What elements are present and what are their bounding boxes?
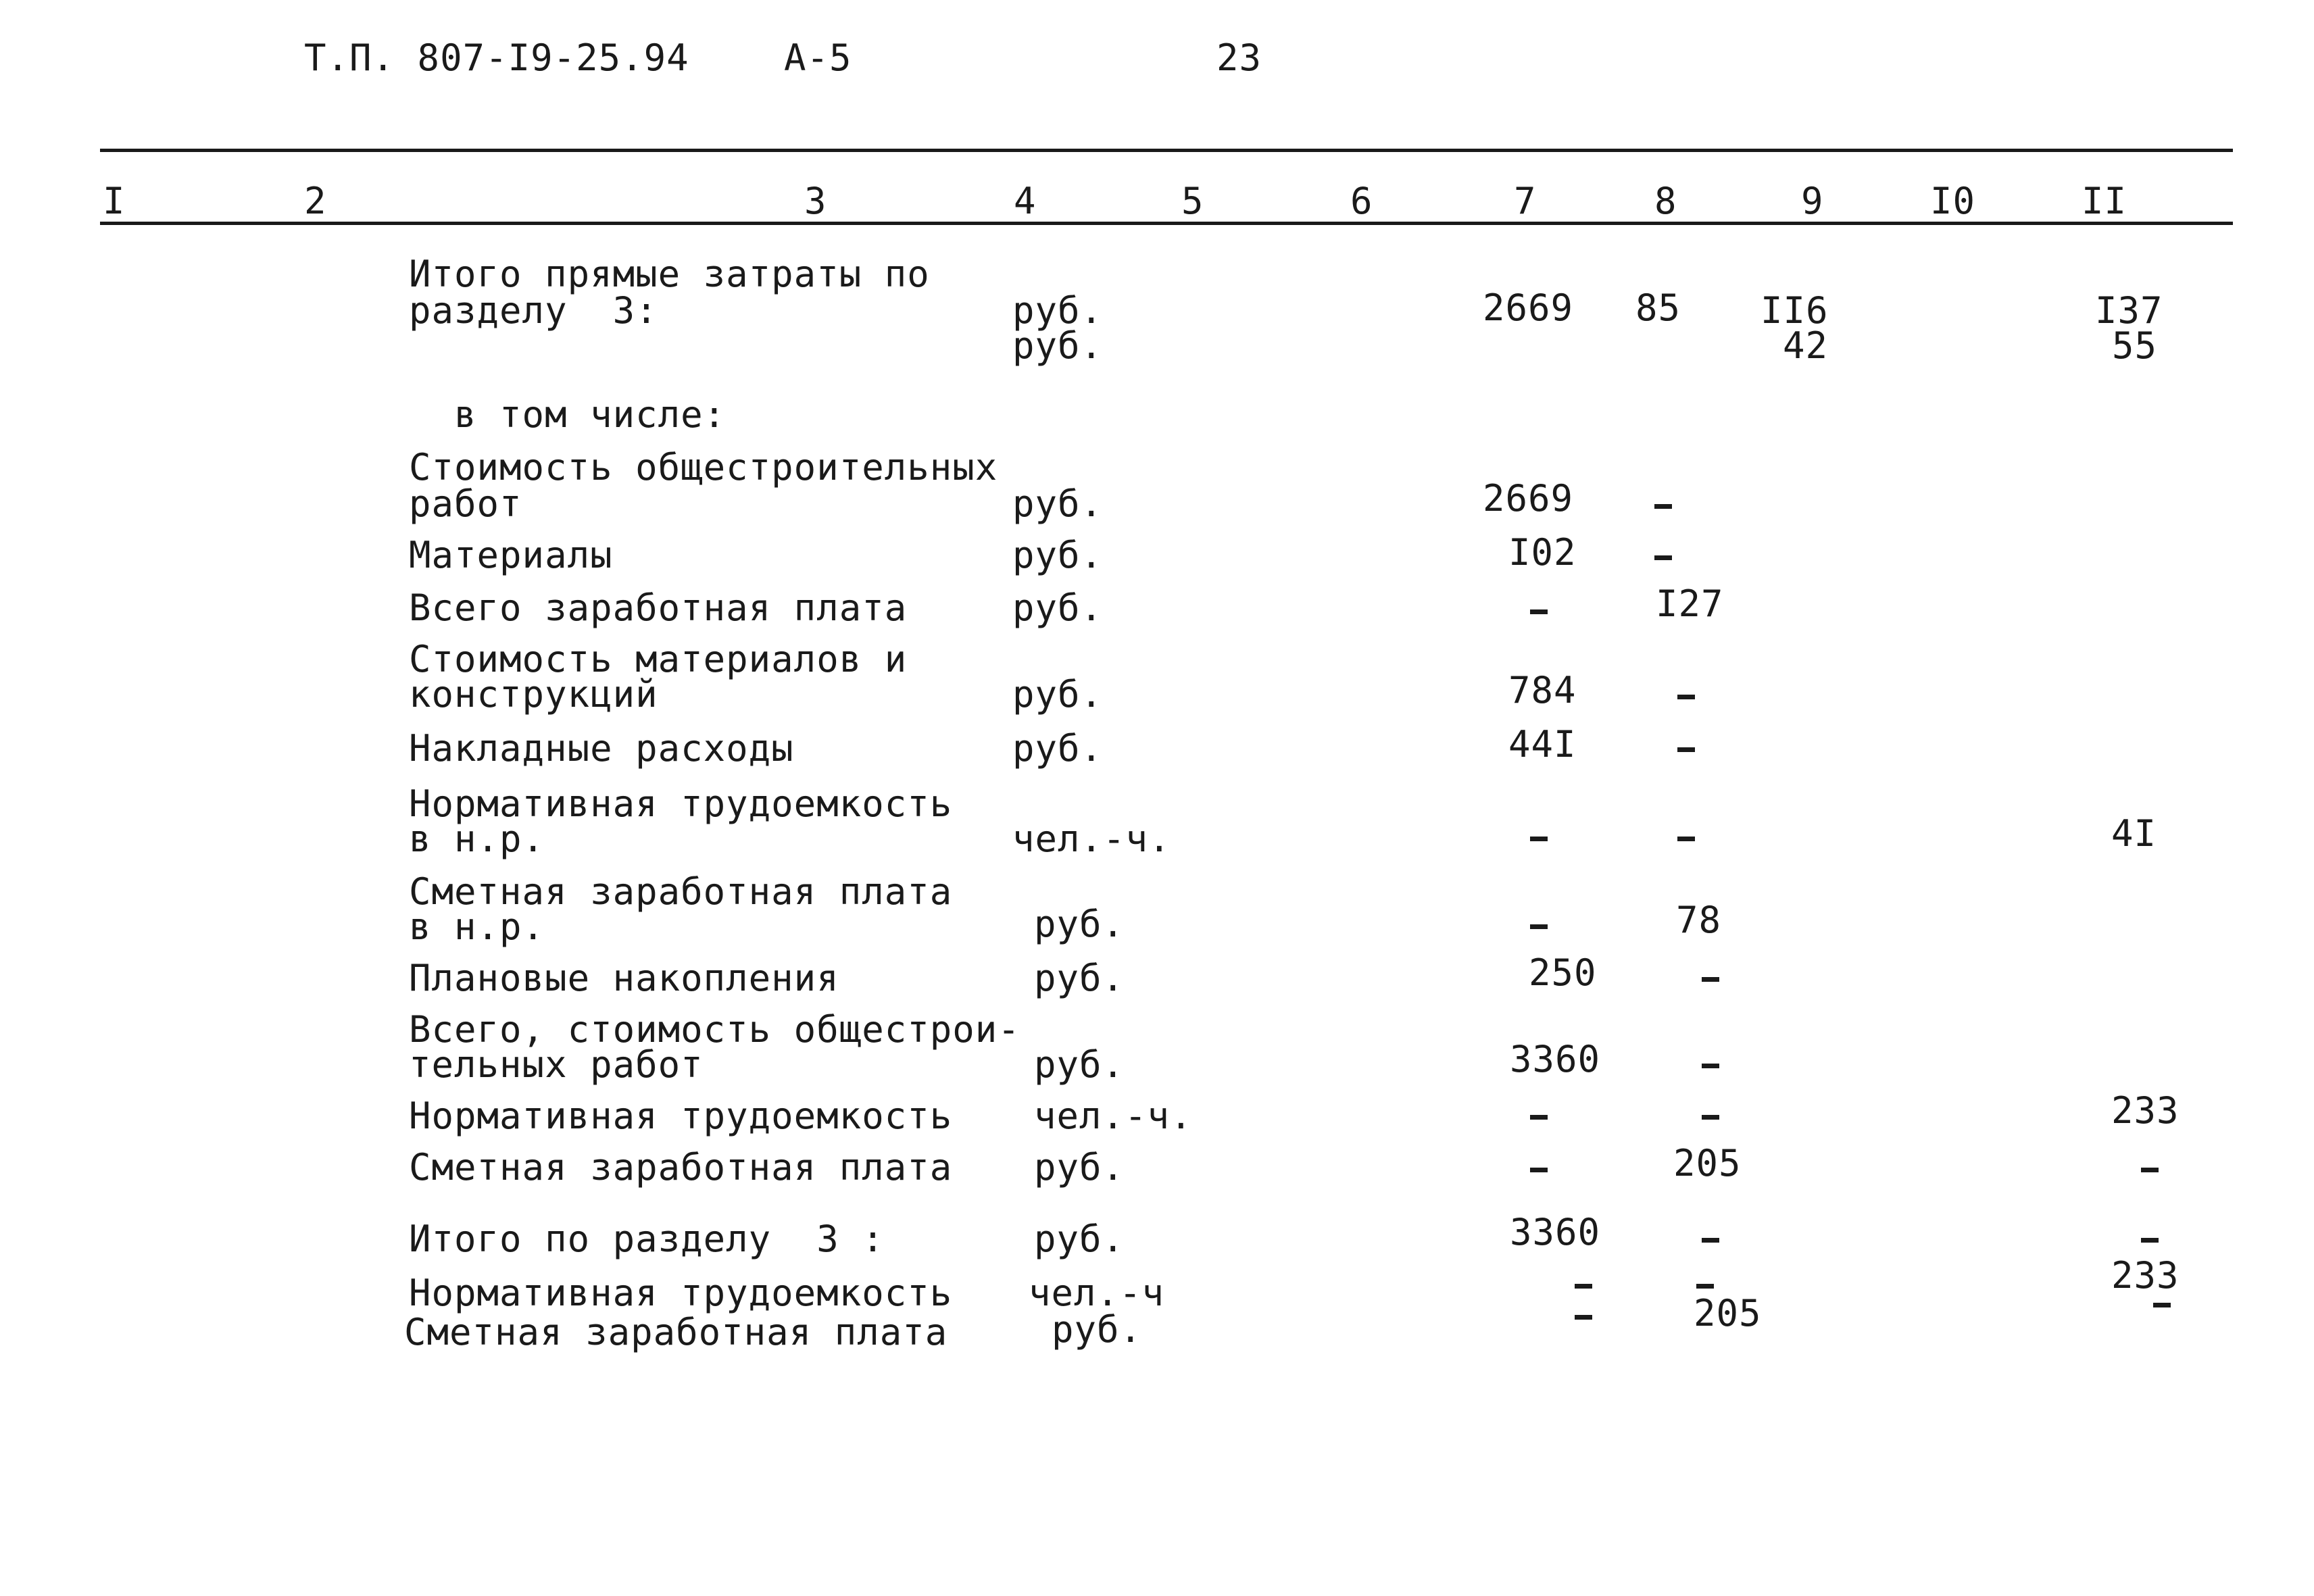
row-label: Итого по разделу 3 : bbox=[409, 1218, 885, 1260]
dash-mark bbox=[1575, 1284, 1592, 1289]
unit: руб. bbox=[1012, 673, 1104, 716]
value-col8: I27 bbox=[1656, 582, 1724, 625]
row-label: Плановые накопления bbox=[409, 957, 839, 999]
value-col11: I37 bbox=[2095, 289, 2163, 332]
column-number-8: 8 bbox=[1654, 180, 1677, 222]
column-number-1: I bbox=[103, 180, 126, 222]
row-label: Всего, стоимость общестрои- bbox=[409, 1008, 1020, 1051]
dash-mark bbox=[1677, 837, 1695, 841]
value-col7: 3360 bbox=[1510, 1038, 1601, 1080]
unit: руб. bbox=[1012, 324, 1104, 367]
dash-mark bbox=[1702, 1064, 1719, 1068]
column-number-10: I0 bbox=[1930, 180, 1976, 222]
dash-mark bbox=[2153, 1303, 2171, 1307]
row-label: в н.р. bbox=[409, 818, 545, 860]
row-label: Сметная заработная плата bbox=[409, 1146, 953, 1189]
dash-mark bbox=[1677, 747, 1695, 752]
unit: руб. bbox=[1012, 289, 1104, 332]
column-number-6: 6 bbox=[1350, 180, 1373, 222]
row-label: Нормативная трудоемкость bbox=[409, 1095, 953, 1137]
value-col8: 205 bbox=[1694, 1292, 1762, 1335]
dash-mark bbox=[2141, 1238, 2159, 1243]
value-col7: 2669 bbox=[1483, 286, 1574, 329]
row-label: Накладные расходы bbox=[409, 727, 794, 770]
unit: руб. bbox=[1052, 1308, 1143, 1351]
row-label: Итого прямые затраты по bbox=[409, 253, 930, 295]
column-number-4: 4 bbox=[1014, 180, 1037, 222]
dash-mark bbox=[1702, 1115, 1719, 1120]
unit: руб. bbox=[1012, 534, 1104, 576]
unit: руб. bbox=[1012, 727, 1104, 770]
value-col8: 205 bbox=[1673, 1142, 1742, 1184]
unit: руб. bbox=[1034, 957, 1125, 999]
row-label: Всего заработная плата bbox=[409, 587, 908, 629]
dash-mark bbox=[1530, 924, 1548, 929]
dash-mark bbox=[1530, 837, 1548, 841]
value-col11: 55 bbox=[2112, 324, 2158, 367]
album-label: А-5 bbox=[784, 36, 852, 79]
column-number-7: 7 bbox=[1514, 180, 1537, 222]
column-number-5: 5 bbox=[1181, 180, 1204, 222]
column-number-3: 3 bbox=[804, 180, 827, 222]
dash-mark bbox=[1654, 504, 1672, 509]
row-label: Стоимость общестроительных bbox=[409, 446, 998, 489]
value-col7: 784 bbox=[1508, 669, 1577, 712]
document-code: Т.П. 807-I9-25.94 bbox=[304, 36, 689, 79]
table-top-rule bbox=[100, 149, 2233, 152]
value-col7: I02 bbox=[1508, 531, 1577, 574]
unit: руб. bbox=[1012, 482, 1104, 525]
value-col11: 233 bbox=[2111, 1089, 2180, 1132]
row-label: Нормативная трудоемкость bbox=[409, 1272, 953, 1314]
row-label: Сметная заработная плата bbox=[404, 1311, 948, 1353]
row-label: Сметная заработная плата bbox=[409, 870, 953, 913]
unit: руб. bbox=[1034, 903, 1125, 945]
column-number-9: 9 bbox=[1801, 180, 1824, 222]
value-col8: 85 bbox=[1635, 286, 1681, 329]
column-number-11: II bbox=[2082, 180, 2127, 222]
value-col7: 250 bbox=[1529, 951, 1597, 994]
unit: руб. bbox=[1034, 1043, 1125, 1086]
page-number: 23 bbox=[1216, 36, 1262, 79]
dash-mark bbox=[1702, 1238, 1719, 1243]
value-col7: 44I bbox=[1508, 723, 1577, 766]
unit: руб. bbox=[1034, 1218, 1125, 1260]
unit: руб. bbox=[1012, 587, 1104, 629]
dash-mark bbox=[1654, 555, 1672, 560]
value-col7: 3360 bbox=[1510, 1211, 1601, 1253]
dash-mark bbox=[1530, 1115, 1548, 1120]
dash-mark bbox=[1702, 977, 1719, 982]
value-col7: 2669 bbox=[1483, 477, 1574, 520]
row-label: разделу 3: bbox=[409, 289, 658, 332]
row-label: Нормативная трудоемкость bbox=[409, 782, 953, 825]
row-label: Стоимость материалов и bbox=[409, 638, 908, 680]
row-label: в н.р. bbox=[409, 905, 545, 948]
value-col9: II6 bbox=[1761, 289, 1829, 332]
dash-mark bbox=[1696, 1284, 1714, 1289]
column-number-2: 2 bbox=[304, 180, 327, 222]
dash-mark bbox=[1530, 1168, 1548, 1172]
value-col11: 233 bbox=[2111, 1254, 2180, 1297]
row-label: тельных работ bbox=[409, 1043, 704, 1086]
column-header-rule bbox=[100, 222, 2233, 225]
value-col8: 78 bbox=[1676, 899, 1722, 941]
unit: чел.-ч. bbox=[1034, 1095, 1193, 1137]
dash-mark bbox=[1530, 609, 1548, 614]
dash-mark bbox=[2141, 1168, 2159, 1172]
subheading-including: в том числе: bbox=[454, 393, 727, 436]
value-col9: 42 bbox=[1783, 324, 1829, 367]
row-label: Материалы bbox=[409, 534, 613, 576]
value-col11: 4I bbox=[2111, 812, 2157, 855]
unit: руб. bbox=[1034, 1146, 1125, 1189]
dash-mark bbox=[1575, 1315, 1592, 1320]
row-label: конструкций bbox=[409, 673, 658, 716]
unit: чел.-ч bbox=[1029, 1272, 1165, 1314]
unit: чел.-ч. bbox=[1012, 818, 1171, 860]
dash-mark bbox=[1677, 695, 1695, 699]
row-label: работ bbox=[409, 482, 522, 525]
